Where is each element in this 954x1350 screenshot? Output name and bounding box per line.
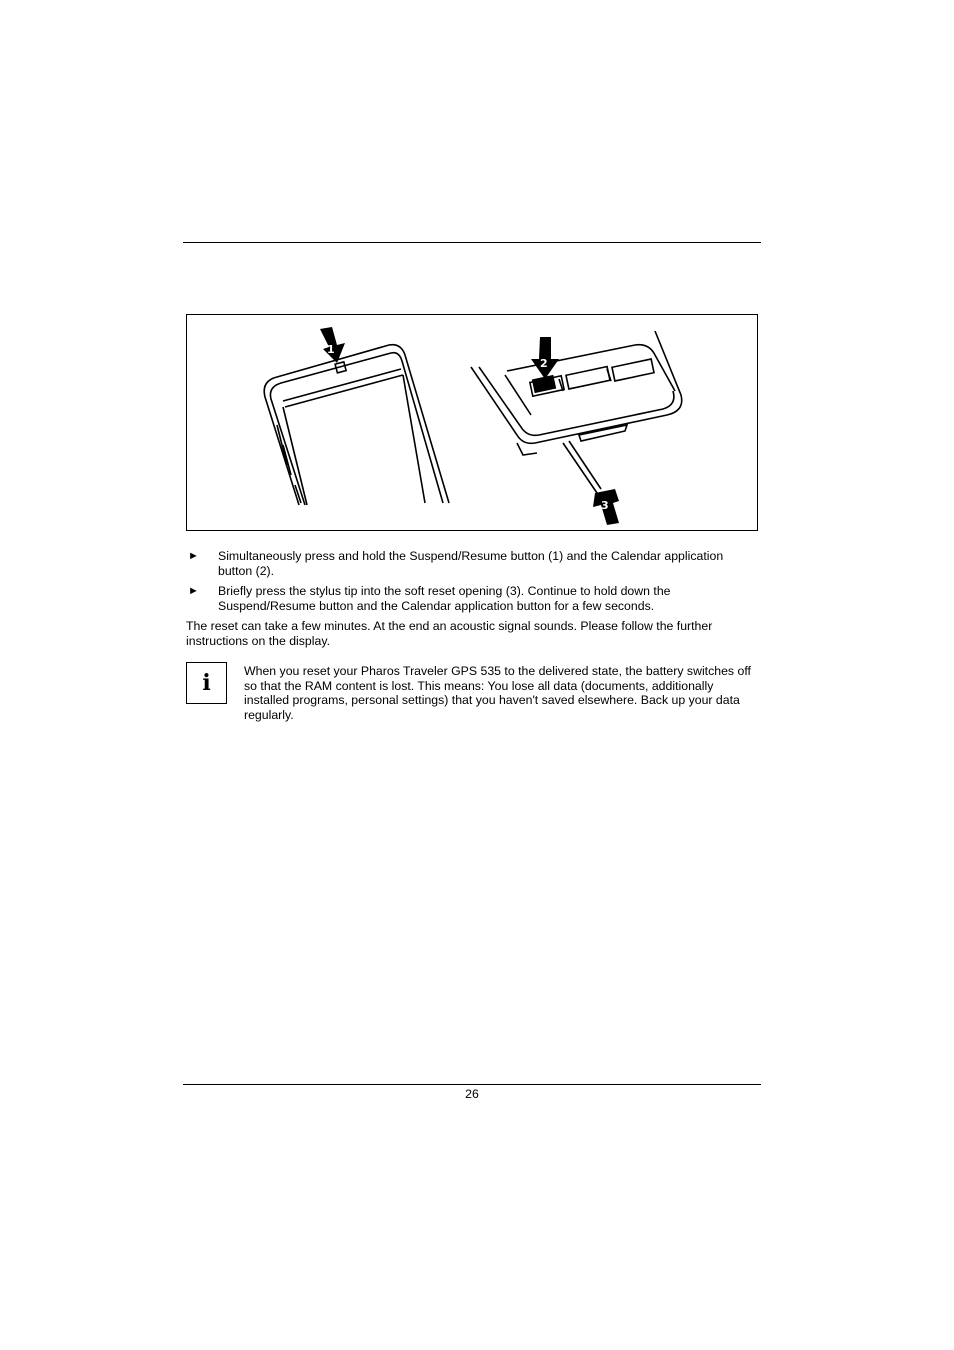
bullet-arrow-icon: ► (188, 585, 199, 597)
callout-1-label: 1 (327, 343, 335, 356)
info-note-text: When you reset your Pharos Traveler GPS 535 to the delivered state, the battery switches off so that the RAM content is lost. This means: You lose all data (documents, additionally installed programs, personal settings) that you haven't saved elsewhere. Back up your data regularly. (244, 664, 751, 722)
step-text: Simultaneously press and hold the Suspend/Resume button (1) and the Calendar application button (2). (218, 549, 724, 578)
device-drawing (187, 315, 759, 532)
header-rule (183, 242, 761, 243)
callout-2-label: 2 (540, 357, 548, 370)
device-front-view (264, 345, 449, 505)
body-paragraph: The reset can take a few minutes. At the end an acoustic signal sounds. Please follow the further instructions on the display. (186, 619, 713, 648)
callout-3-arrow (593, 489, 619, 525)
callout-1-arrow (320, 327, 345, 363)
bullet-arrow-icon: ► (188, 550, 199, 562)
info-icon (186, 662, 227, 704)
page-number: 26 (465, 1087, 479, 1101)
step-text: Briefly press the stylus tip into the soft reset opening (3). Continue to hold down the Suspend/Resume button and the Calendar application button for a few seconds. (218, 584, 671, 613)
reset-illustration (186, 314, 758, 531)
callout-3-label: 3 (601, 499, 609, 512)
info-icon-letter: i (202, 670, 211, 696)
footer-rule (183, 1084, 761, 1085)
device-bottom-view (471, 331, 682, 493)
